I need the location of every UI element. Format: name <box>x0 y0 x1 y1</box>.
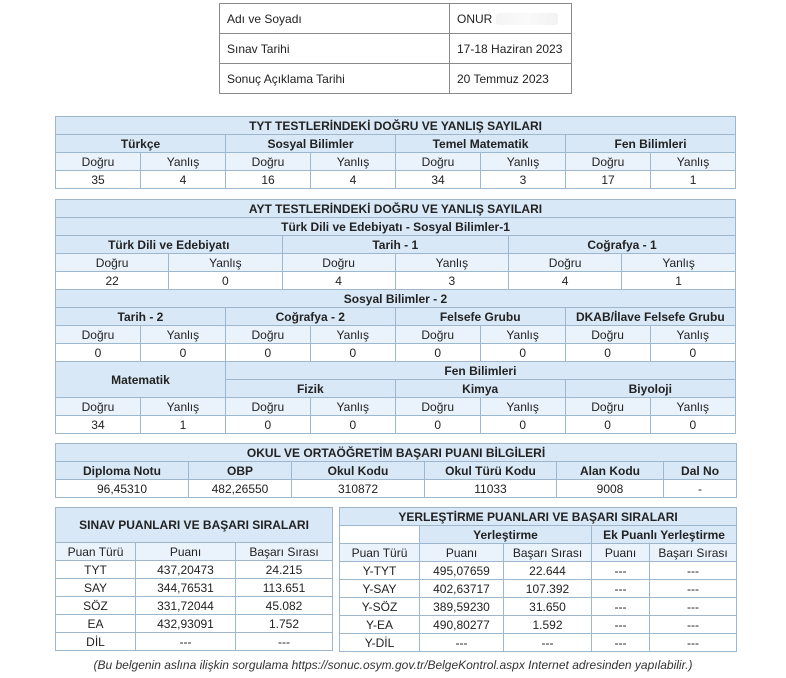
rank-value: --- <box>236 633 333 651</box>
score-type: Y-SAY <box>340 580 420 598</box>
value-cell: 9008 <box>557 480 664 498</box>
tyt-title: TYT TESTLERİNDEKİ DOĞRU VE YANLIŞ SAYILARI <box>56 117 736 135</box>
score-type: Y-DİL <box>340 634 420 652</box>
score-type: DİL <box>56 633 136 651</box>
okul-title: OKUL VE ORTAÖĞRETİM BAŞARI PUANI BİLGİLERİ <box>56 444 737 462</box>
personal-info-table <box>219 3 572 94</box>
score-value: 402,63717 <box>420 580 504 598</box>
col-yanlis: Yanlış <box>480 398 565 416</box>
value-cell: 310872 <box>292 480 425 498</box>
yerlestirme-table <box>339 507 737 652</box>
ayt-title: AYT TESTLERİNDEKİ DOĞRU VE YANLIŞ SAYILARI <box>56 200 736 218</box>
col-yanlis: Yanlış <box>310 326 395 344</box>
header-okul-kodu: Okul Kodu <box>292 462 425 480</box>
value-cell: 35 <box>56 171 141 189</box>
col-yanlis: Yanlış <box>622 254 736 272</box>
ek-score-value: --- <box>592 580 650 598</box>
value-cell: 0 <box>395 344 480 362</box>
yerlestirme-title: YERLEŞTİRME PUANLARI VE BAŞARI SIRALARI <box>340 508 737 526</box>
value-cell: 3 <box>481 171 566 189</box>
col-dogru: Doğru <box>566 153 651 171</box>
header-diploma: Diploma Notu <box>56 462 189 480</box>
rank-value: 31.650 <box>504 598 592 616</box>
ayt-subject-cografya1: Coğrafya - 1 <box>509 236 736 254</box>
header-basari-sirasi: Başarı Sırası <box>236 543 333 561</box>
value-cell: 11033 <box>425 480 557 498</box>
col-dogru: Doğru <box>226 153 311 171</box>
value-cell: 34 <box>396 171 481 189</box>
ek-score-value: --- <box>592 634 650 652</box>
col-yanlis: Yanlış <box>140 398 225 416</box>
value-cell: 0 <box>56 344 141 362</box>
value-cell: 0 <box>310 416 395 434</box>
ayt-subject-tarih2: Tarih - 2 <box>56 308 226 326</box>
ayt-subject-fizik: Fizik <box>225 380 395 398</box>
header-puani: Puanı <box>136 543 236 561</box>
result-date-label: Sonuç Açıklama Tarihi <box>220 64 450 94</box>
header-okul-turu: Okul Türü Kodu <box>425 462 557 480</box>
ek-rank-value: --- <box>650 598 737 616</box>
col-yanlis: Yanlış <box>141 153 226 171</box>
ayt-subject-biyoloji: Biyoloji <box>565 380 735 398</box>
score-value: 437,20473 <box>136 561 236 579</box>
ek-rank-value: --- <box>650 616 737 634</box>
ayt-subject-dkab: DKAB/İlave Felsefe Grubu <box>565 308 735 326</box>
header-obp: OBP <box>189 462 292 480</box>
col-dogru: Doğru <box>395 326 480 344</box>
value-cell: 0 <box>140 344 225 362</box>
ayt-subject-edebiyat: Türk Dili ve Edebiyatı <box>56 236 283 254</box>
value-cell: 22 <box>56 272 169 290</box>
verification-footer: (Bu belgenin aslına ilişkin sorgulama https://sonuc.osym.gov.tr/BelgeKontrol.aspx Internet adresinden yapılabilir.) <box>93 658 693 672</box>
value-cell: 1 <box>651 171 736 189</box>
tyt-subject-matematik: Temel Matematik <box>396 135 566 153</box>
exam-date-value: 17-18 Haziran 2023 <box>450 34 572 64</box>
ek-rank-value: --- <box>650 562 737 580</box>
col-yanlis: Yanlış <box>311 153 396 171</box>
col-yanlis: Yanlış <box>140 326 225 344</box>
col-yanlis: Yanlış <box>481 153 566 171</box>
ayt-fen-title: Fen Bilimleri <box>225 362 735 380</box>
exam-date-label: Sınav Tarihi <box>220 34 450 64</box>
ek-puanli-group: Ek Puanlı Yerleştirme <box>592 526 737 544</box>
score-value: 495,07659 <box>420 562 504 580</box>
name-label: Adı ve Soyadı <box>220 4 450 34</box>
col-yanlis: Yanlış <box>650 398 735 416</box>
ek-rank-value: --- <box>650 580 737 598</box>
col-yanlis: Yanlış <box>169 254 282 272</box>
col-dogru: Doğru <box>395 398 480 416</box>
header-dal-no: Dal No <box>664 462 737 480</box>
ayt-subject-matematik: Matematik <box>56 362 226 398</box>
score-type: SAY <box>56 579 136 597</box>
result-date-value: 20 Temmuz 2023 <box>450 64 572 94</box>
ayt-group1-title: Türk Dili ve Edebiyatı - Sosyal Bilimler-1 <box>56 218 736 236</box>
value-cell: 0 <box>480 416 565 434</box>
score-type: Y-EA <box>340 616 420 634</box>
score-value: --- <box>136 633 236 651</box>
redacted-name <box>496 13 558 25</box>
tyt-subject-sosyal: Sosyal Bilimler <box>226 135 396 153</box>
col-yanlis: Yanlış <box>480 326 565 344</box>
sinav-title: SINAV PUANLARI VE BAŞARI SIRALARI <box>56 508 333 543</box>
rank-value: 45.082 <box>236 597 333 615</box>
col-dogru: Doğru <box>225 398 310 416</box>
value-cell: 4 <box>311 171 396 189</box>
score-type: SÖZ <box>56 597 136 615</box>
value-cell: 0 <box>650 416 735 434</box>
ek-score-value: --- <box>592 562 650 580</box>
score-value: 389,59230 <box>420 598 504 616</box>
value-cell: 3 <box>395 272 508 290</box>
okul-table <box>55 443 737 498</box>
value-cell: 1 <box>622 272 736 290</box>
col-dogru: Doğru <box>565 398 650 416</box>
ek-score-value: --- <box>592 616 650 634</box>
rank-value: --- <box>504 634 592 652</box>
value-cell: 4 <box>282 272 395 290</box>
value-cell: 1 <box>140 416 225 434</box>
header-puan-turu: Puan Türü <box>56 543 136 561</box>
col-yanlis: Yanlış <box>650 326 735 344</box>
rank-value: 22.644 <box>504 562 592 580</box>
col-dogru: Doğru <box>396 153 481 171</box>
score-value: 344,76531 <box>136 579 236 597</box>
value-cell: 0 <box>310 344 395 362</box>
col-yanlis: Yanlış <box>651 153 736 171</box>
rank-value: 1.592 <box>504 616 592 634</box>
rank-value: 107.392 <box>504 580 592 598</box>
ek-rank-value: --- <box>650 634 737 652</box>
value-cell: 0 <box>565 344 650 362</box>
value-cell: 4 <box>141 171 226 189</box>
value-cell: 0 <box>169 272 282 290</box>
header-basari-sirasi: Başarı Sırası <box>504 544 592 562</box>
score-value: --- <box>420 634 504 652</box>
value-cell: 16 <box>226 171 311 189</box>
sinav-puanlari-table <box>55 507 333 651</box>
score-type: Y-SÖZ <box>340 598 420 616</box>
value-cell: 0 <box>565 416 650 434</box>
value-cell: - <box>664 480 737 498</box>
value-cell: 34 <box>56 416 141 434</box>
name-value: ONUR <box>450 4 572 34</box>
score-value: 432,93091 <box>136 615 236 633</box>
ayt-group2-title: Sosyal Bilimler - 2 <box>56 290 736 308</box>
col-dogru: Doğru <box>282 254 395 272</box>
header-puani: Puanı <box>420 544 504 562</box>
rank-value: 113.651 <box>236 579 333 597</box>
col-yanlis: Yanlış <box>310 398 395 416</box>
rank-value: 1.752 <box>236 615 333 633</box>
value-cell: 0 <box>395 416 480 434</box>
score-value: 490,80277 <box>420 616 504 634</box>
value-cell: 96,45310 <box>56 480 189 498</box>
score-type: EA <box>56 615 136 633</box>
col-yanlis: Yanlış <box>395 254 508 272</box>
col-dogru: Doğru <box>56 326 141 344</box>
score-type: Y-TYT <box>340 562 420 580</box>
header-ek-basari-sirasi: Başarı Sırası <box>650 544 737 562</box>
col-dogru: Doğru <box>56 254 169 272</box>
value-cell: 0 <box>650 344 735 362</box>
score-type: TYT <box>56 561 136 579</box>
ayt-subject-felsefe: Felsefe Grubu <box>395 308 565 326</box>
value-cell: 4 <box>509 272 622 290</box>
ayt-table <box>55 199 736 434</box>
col-dogru: Doğru <box>565 326 650 344</box>
value-cell: 0 <box>225 344 310 362</box>
value-cell: 482,26550 <box>189 480 292 498</box>
header-ek-puani: Puanı <box>592 544 650 562</box>
value-cell: 17 <box>566 171 651 189</box>
header-alan-kodu: Alan Kodu <box>557 462 664 480</box>
ayt-subject-cografya2: Coğrafya - 2 <box>225 308 395 326</box>
col-dogru: Doğru <box>225 326 310 344</box>
score-value: 331,72044 <box>136 597 236 615</box>
ek-score-value: --- <box>592 598 650 616</box>
value-cell: 0 <box>480 344 565 362</box>
value-cell: 0 <box>225 416 310 434</box>
ayt-subject-kimya: Kimya <box>395 380 565 398</box>
tyt-subject-fen: Fen Bilimleri <box>566 135 736 153</box>
header-puan-turu: Puan Türü <box>340 544 420 562</box>
col-dogru: Doğru <box>56 153 141 171</box>
col-dogru: Doğru <box>509 254 622 272</box>
tyt-subject-turkce: Türkçe <box>56 135 226 153</box>
yerlestirme-group: Yerleştirme <box>420 526 592 544</box>
blank-cell <box>340 526 420 544</box>
ayt-subject-tarih1: Tarih - 1 <box>282 236 509 254</box>
tyt-table <box>55 116 736 189</box>
col-dogru: Doğru <box>56 398 141 416</box>
rank-value: 24.215 <box>236 561 333 579</box>
